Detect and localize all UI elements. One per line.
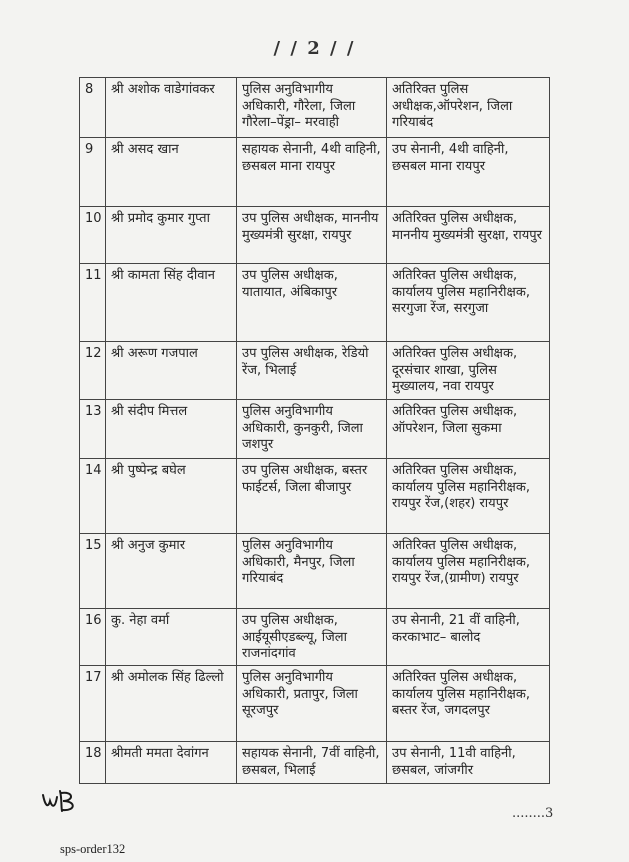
current-posting: उप पुलिस अधीक्षक, यातायात, अंबिकापुर	[237, 264, 387, 342]
serial-number: 13	[80, 400, 106, 459]
current-posting: सहायक सेनानी, 4थी वाहिनी, छसबल माना रायपुर	[237, 138, 387, 207]
new-posting: अतिरिक्त पुलिस अधीक्षक, कार्यालय पुलिस महानिरीक्षक, रायपुर रेंज,(शहर) रायपुर	[387, 459, 550, 534]
officer-name: श्री अरूण गजपाल	[106, 342, 237, 400]
officer-name: श्री असद खान	[106, 138, 237, 207]
current-posting: उप पुलिस अधीक्षक, माननीय मुख्यमंत्री सुरक्षा, रायपुर	[237, 207, 387, 264]
serial-number: 17	[80, 666, 106, 742]
officer-name: श्री कामता सिंह दीवान	[106, 264, 237, 342]
new-posting: अतिरिक्त पुलिस अधीक्षक, कार्यालय पुलिस महानिरीक्षक, बस्तर रेंज, जगदलपुर	[387, 666, 550, 742]
new-posting: अतिरिक्त पुलिस अधीक्षक, दूरसंचार शाखा, पुलिस मुख्यालय, नवा रायपुर	[387, 342, 550, 400]
officer-name: श्री पुष्पेन्द्र बघेल	[106, 459, 237, 534]
serial-number: 18	[80, 742, 106, 784]
current-posting: पुलिस अनुविभागीय अधिकारी, गौरेला, जिला गौरेला–पेंड्रा– मरवाही	[237, 78, 387, 138]
next-page-marker: ........3	[512, 806, 554, 821]
current-posting: पुलिस अनुविभागीय अधिकारी, प्रतापुर, जिला सूरजपुर	[237, 666, 387, 742]
new-posting: उप सेनानी, 21 वीं वाहिनी, करकाभाट– बालोद	[387, 609, 550, 666]
officer-name: श्रीमती ममता देवांगन	[106, 742, 237, 784]
transfer-table	[79, 77, 550, 784]
serial-number: 16	[80, 609, 106, 666]
table-row	[80, 534, 550, 609]
table-row	[80, 138, 550, 207]
new-posting: अतिरिक्त पुलिस अधीक्षक, कार्यालय पुलिस महानिरीक्षक, रायपुर रेंज,(ग्रामीण) रायपुर	[387, 534, 550, 609]
serial-number: 12	[80, 342, 106, 400]
table-row	[80, 78, 550, 138]
officer-name: कु. नेहा वर्मा	[106, 609, 237, 666]
current-posting: सहायक सेनानी, 7वीं वाहिनी, छसबल, भिलाई	[237, 742, 387, 784]
current-posting: पुलिस अनुविभागीय अधिकारी, कुनकुरी, जिला जशपुर	[237, 400, 387, 459]
new-posting: उप सेनानी, 11वी वाहिनी, छसबल, जांजगीर	[387, 742, 550, 784]
serial-number: 9	[80, 138, 106, 207]
officer-name: श्री अमोलक सिंह ढिल्लो	[106, 666, 237, 742]
handwritten-initials-signature	[40, 787, 82, 815]
serial-number: 8	[80, 78, 106, 138]
table-row	[80, 264, 550, 342]
new-posting: अतिरिक्त पुलिस अधीक्षक,ऑपरेशन, जिला गरियाबंद	[387, 78, 550, 138]
table-row	[80, 207, 550, 264]
table-row	[80, 666, 550, 742]
serial-number: 11	[80, 264, 106, 342]
table-row	[80, 742, 550, 784]
officer-name: श्री प्रमोद कुमार गुप्ता	[106, 207, 237, 264]
new-posting: अतिरिक्त पुलिस अधीक्षक, कार्यालय पुलिस महानिरीक्षक, सरगुजा रेंज, सरगुजा	[387, 264, 550, 342]
officer-name: श्री अनुज कुमार	[106, 534, 237, 609]
current-posting: उप पुलिस अधीक्षक, बस्तर फाईटर्स, जिला बीजापुर	[237, 459, 387, 534]
serial-number: 10	[80, 207, 106, 264]
officer-name: श्री संदीप मित्तल	[106, 400, 237, 459]
order-code: sps-order132	[60, 842, 126, 856]
serial-number: 15	[80, 534, 106, 609]
new-posting: उप सेनानी, 4थी वाहिनी, छसबल माना रायपुर	[387, 138, 550, 207]
table-row	[80, 609, 550, 666]
current-posting: उप पुलिस अधीक्षक, आईयूसीएडब्ल्यू, जिला राजनांदगांव	[237, 609, 387, 666]
table-row	[80, 459, 550, 534]
officer-name: श्री अशोक वाडेगांवकर	[106, 78, 237, 138]
serial-number: 14	[80, 459, 106, 534]
new-posting: अतिरिक्त पुलिस अधीक्षक, ऑपरेशन, जिला सुकमा	[387, 400, 550, 459]
table-row	[80, 342, 550, 400]
table-row	[80, 400, 550, 459]
page-number-header: / / 2 / /	[273, 38, 356, 59]
new-posting: अतिरिक्त पुलिस अधीक्षक, माननीय मुख्यमंत्री सुरक्षा, रायपुर	[387, 207, 550, 264]
current-posting: पुलिस अनुविभागीय अधिकारी, मैनपुर, जिला गरियाबंद	[237, 534, 387, 609]
current-posting: उप पुलिस अधीक्षक, रेडियो रेंज, भिलाई	[237, 342, 387, 400]
